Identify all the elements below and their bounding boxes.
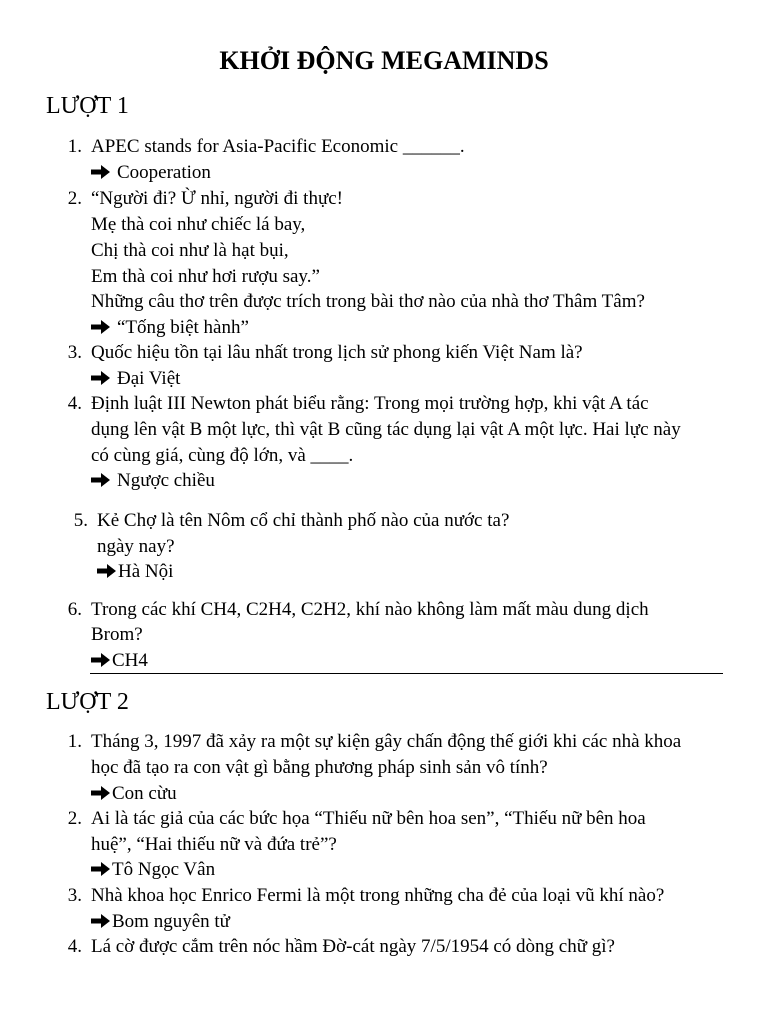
answer-text: Cooperation	[117, 162, 211, 183]
answer-line	[91, 315, 249, 341]
arrow-right-icon	[91, 913, 111, 929]
question-number: 4.	[67, 936, 82, 957]
question-text: Chị thà coi như là hạt bụi,	[91, 240, 289, 261]
question-number: 4.	[67, 393, 82, 414]
arrow-right-icon	[91, 164, 111, 180]
question-number: 3.	[67, 342, 82, 363]
question-text: Kẻ Chợ là tên Nôm cổ chỉ thành phố nào của nước ta?	[97, 510, 510, 531]
question-number: 1.	[67, 731, 82, 752]
question-text: Tháng 3, 1997 đã xảy ra một sự kiện gây chấn động thế giới khi các nhà khoa	[91, 731, 682, 752]
answer-line	[91, 468, 215, 494]
arrow-right-icon	[91, 861, 111, 877]
question-number: 1.	[67, 136, 82, 157]
round-1-heading: LƯỢT 1	[46, 93, 129, 119]
question-text: ngày nay?	[97, 536, 175, 557]
question-text: Lá cờ được cắm trên nóc hầm Đờ-cát ngày 7/5/1954 có dòng chữ gì?	[91, 936, 615, 957]
arrow-right-icon	[97, 563, 117, 579]
arrow-right-icon	[91, 652, 111, 668]
answer-line	[97, 559, 173, 585]
answer-text: Hà Nội	[118, 561, 174, 582]
answer-text: “Tống biệt hành”	[117, 317, 249, 338]
question-number: 2.	[67, 188, 82, 209]
arrow-right-icon	[91, 785, 111, 801]
answer-text: Đại Việt	[117, 368, 181, 389]
answer-text: CH4	[112, 650, 148, 671]
question-text: “Người đi? Ừ nhỉ, người đi thực!	[91, 188, 344, 209]
question-text: Em thà coi như hơi rượu say.”	[91, 266, 320, 287]
arrow-right-icon	[91, 370, 111, 386]
question-text: Brom?	[91, 624, 143, 645]
question-text: học đã tạo ra con vật gì bằng phương pháp sinh sản vô tính?	[91, 757, 548, 778]
question-number: 6.	[67, 599, 82, 620]
answer-text: Con cừu	[112, 783, 177, 804]
question-text: Quốc hiệu tồn tại lâu nhất trong lịch sử phong kiến Việt Nam là?	[91, 342, 583, 363]
question-number: 5.	[73, 510, 88, 531]
answer-text: Bom nguyên tử	[112, 911, 230, 932]
question-text: Mẹ thà coi như chiếc lá bay,	[91, 214, 306, 235]
answer-text: Ngược chiều	[117, 470, 215, 491]
section-divider	[90, 673, 723, 674]
arrow-right-icon	[91, 472, 111, 488]
question-text: Định luật III Newton phát biểu rằng: Trong mọi trường hợp, khi vật A tác	[91, 393, 649, 414]
question-text: có cùng giá, cùng độ lớn, và ____.	[91, 445, 354, 466]
question-text: Nhà khoa học Enrico Fermi là một trong những cha đẻ của loại vũ khí nào?	[91, 885, 665, 906]
question-text: Trong các khí CH4, C2H4, C2H2, khí nào không làm mất màu dung dịch	[91, 599, 649, 620]
answer-text: Tô Ngọc Vân	[112, 859, 216, 880]
answer-line	[91, 909, 230, 935]
question-number: 2.	[67, 808, 82, 829]
document-title: KHỞI ĐỘNG MEGAMINDS	[219, 46, 549, 75]
question-number: 3.	[67, 885, 82, 906]
question-text: huệ”, “Hai thiếu nữ và đứa trẻ”?	[91, 834, 337, 855]
question-text: APEC stands for Asia-Pacific Economic ______.	[91, 136, 465, 157]
arrow-right-icon	[91, 319, 111, 335]
question-text: dụng lên vật B một lực, thì vật B cũng tác dụng lại vật A một lực. Hai lực này	[91, 419, 681, 440]
answer-line	[91, 160, 211, 186]
answer-line	[91, 781, 177, 807]
question-text: Ai là tác giả của các bức họa “Thiếu nữ bên hoa sen”, “Thiếu nữ bên hoa	[91, 808, 646, 829]
answer-line	[91, 648, 148, 674]
round-2-heading: LƯỢT 2	[46, 689, 129, 715]
answer-line	[91, 366, 180, 392]
question-text: Những câu thơ trên được trích trong bài thơ nào của nhà thơ Thâm Tâm?	[91, 291, 645, 312]
answer-line	[91, 857, 215, 883]
